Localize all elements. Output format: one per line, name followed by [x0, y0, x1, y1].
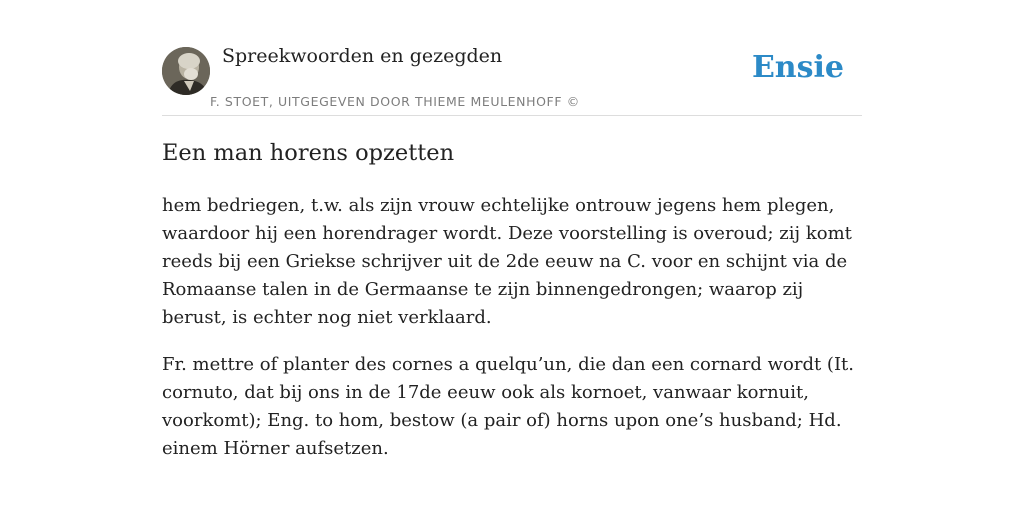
- author-portrait-icon[interactable]: [162, 47, 210, 95]
- divider: [162, 115, 862, 116]
- book-title-link[interactable]: Spreekwoorden en gezegden: [222, 45, 503, 67]
- byline: F. STOET, UITGEGEVEN DOOR THIEME MEULENHOFF ©: [210, 94, 580, 109]
- definition-paragraph: hem bedriegen, t.w. als zijn vrouw echtelijke ontrouw jegens hem plegen, waardoor hij een horendrager wordt. Deze voorstelling is overoud; zij komt reeds bij een Griekse schrijver uit de 2de eeuw na C. voor en schijnt via de Romaanse talen in de Germaanse te zijn binnengedrongen; waarop zij berust, is echter nog niet verklaard.: [162, 195, 852, 328]
- entry-title: Een man horens opzetten: [162, 140, 455, 166]
- entry-card: [162, 0, 862, 512]
- etymology-paragraph: Fr. mettre of planter des cornes a quelqu’un, die dan een cornard wordt (It. cornuto, dat bij ons in de 17de eeuw ook als kornoet, vanwaar kornuit, voorkomt); Eng. to hom, bestow (a pair of) horns upon one’s husband; Hd. einem Hörner aufsetzen.: [162, 354, 855, 459]
- ensie-logo[interactable]: Ensie: [751, 50, 844, 85]
